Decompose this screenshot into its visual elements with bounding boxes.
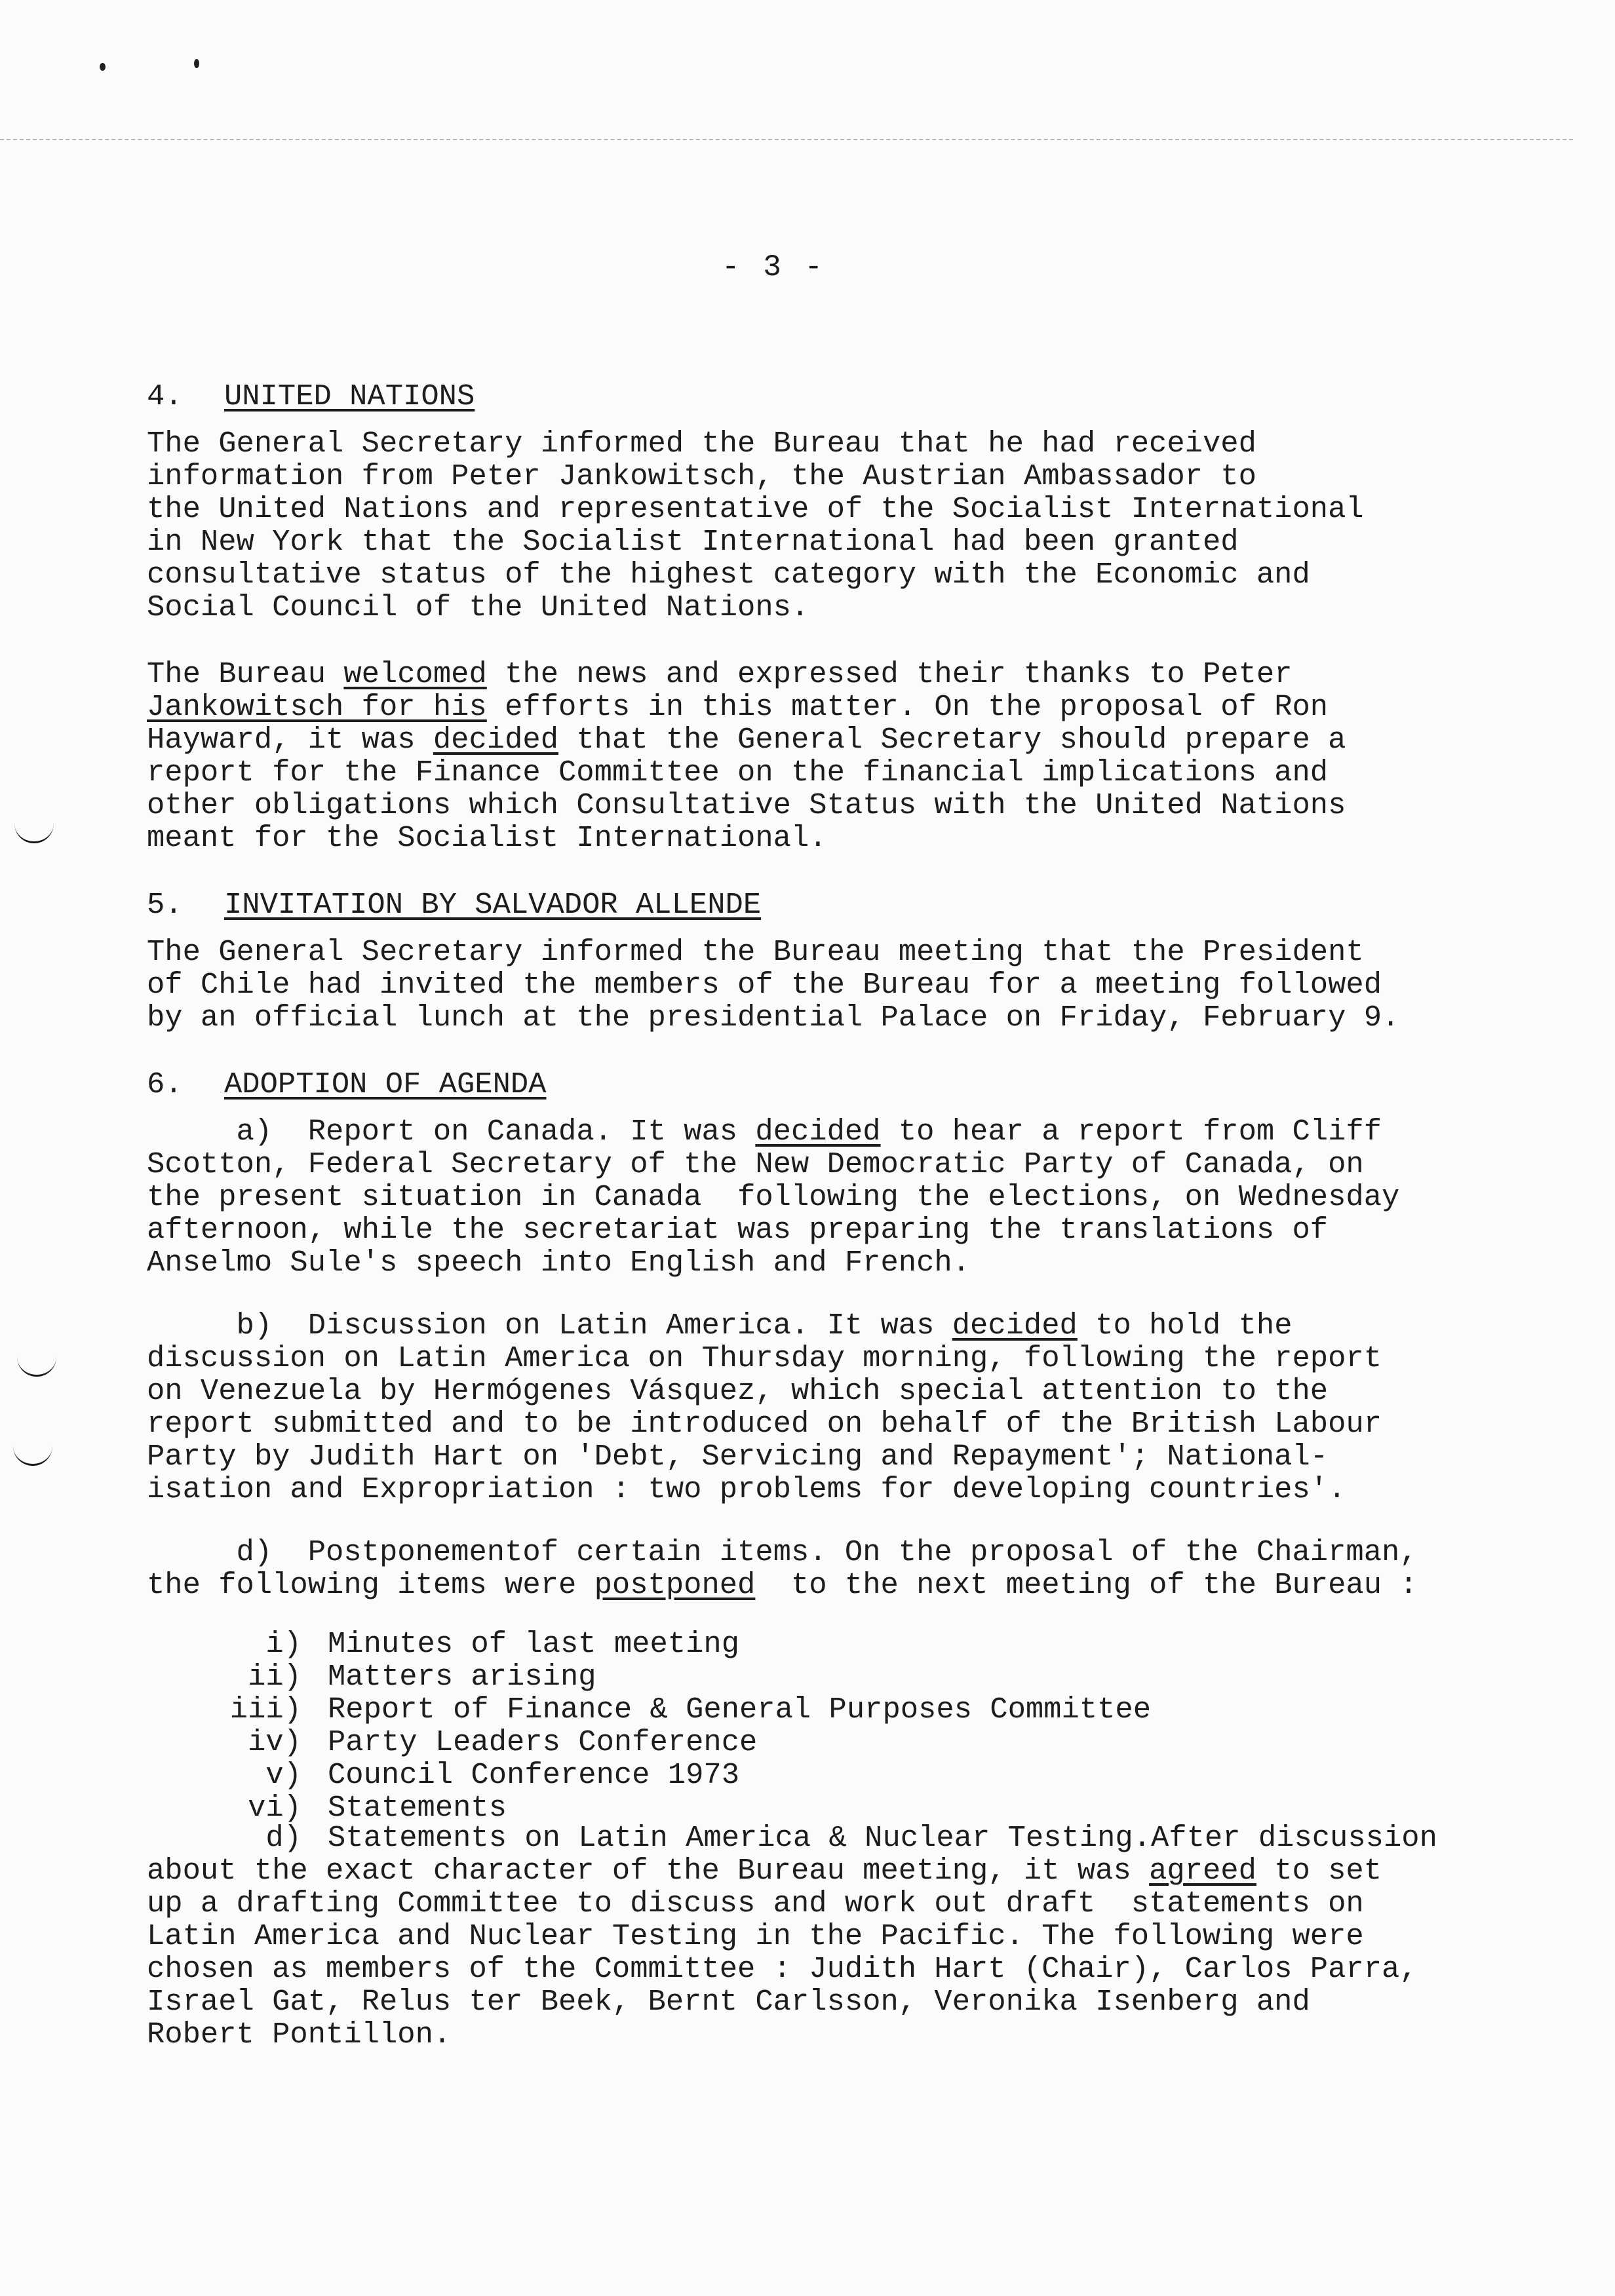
section-4-paragraph-2: [147, 658, 1549, 854]
item-number: iv): [248, 1725, 302, 1759]
agenda-item-postponement: [147, 1536, 1549, 1601]
item-text: Minutes of last meeting: [328, 1627, 740, 1661]
section-5-paragraph: The General Secretary informed the Bureau meeting that the President of Chile had invited the members of the Bureau for a meeting followed by an official lunch at the presidential Palace on Friday, February 9.: [147, 935, 1400, 1035]
section-4-paragraph-1: The General Secretary informed the Bureau that he had received information from Peter Jankowitsch, the Austrian Ambassador to the United Nations and representative of the Socialist International in New York that the Socialist International had been granted consultative status of the highest category with the Economic and Social Council of the United Nations.: [147, 427, 1364, 624]
text-run: The Bureau: [147, 657, 344, 691]
scan-speck: [100, 63, 106, 71]
list-item: [147, 1693, 1549, 1726]
item-number: d): [265, 1821, 302, 1855]
list-item: [147, 1791, 1549, 1824]
text-run: the news and expressed their thanks to Peter: [505, 657, 1293, 691]
page-number: - 3 -: [721, 250, 826, 284]
text-run: b) Discussion on Latin America. It was: [147, 1309, 952, 1343]
underlined-term: Jankowitsch for his: [147, 690, 487, 724]
text-run: to set up a drafting Committee to discuss and work out draft statements on Latin America and Nuclear Testing in the Pacific. The following were chosen as members of the Committee : Judith Hart (Chair), Carlos Parra, Israel Gat, Relus ter Beek, Bernt Carlsson, Veronika Isenberg and Robert Pontillon.: [147, 1854, 1418, 2052]
underlined-term: decided: [755, 1115, 881, 1149]
text-run: to hear a report from Cliff Scotton, Federal Secretary of the New Democratic Party of Canada, on the present situation in Canada following the elections, on Wednesday afternoon, while the secretariat was preparing the translations of Anselmo Sule's speech into English and French.: [147, 1115, 1400, 1280]
underlined-term: welcomed: [343, 657, 487, 691]
item-text: Party Leaders Conference: [328, 1725, 758, 1759]
text-run: Statements on Latin America & Nuclear Testing.After discussion about the exact character of the Bureau meeting, it was: [147, 1821, 1437, 1888]
item-number: v): [265, 1758, 302, 1792]
item-number: iii): [229, 1693, 302, 1727]
item-text: Report of Finance & General Purposes Committee: [328, 1693, 1152, 1727]
minutes-body: [147, 380, 1549, 2085]
underlined-term: decided: [433, 723, 559, 757]
margin-mark: [17, 1352, 56, 1377]
text-run: a) Report on Canada. It was: [147, 1115, 756, 1149]
section-6-heading: [147, 1068, 1549, 1101]
section-4-heading: [147, 380, 1549, 413]
item-text: Statements: [328, 1791, 507, 1825]
section-title: ADOPTION OF AGENDA: [224, 1067, 547, 1101]
postponed-items-list: [147, 1628, 1549, 1824]
margin-mark: [14, 819, 54, 843]
text-run: d) Postponementof certain items. On the proposal of the Chairman, the following items were: [147, 1535, 1418, 1602]
text-run: efforts in this matter. On the proposal of Ron Hayward, it was: [147, 690, 1329, 757]
section-number: 6.: [147, 1067, 183, 1101]
text-run: to hold the discussion on Latin America on Thursday morning, following the report on Venezuela by Hermógenes Vásquez, which special attention to the report submitted and to be introduced on behalf of the British Labour Party by Judith Hart on 'Debt, Servicing and Repayment'; National- isation and Expropriation : two problems for developing countries'.: [147, 1309, 1382, 1506]
agenda-item-a: [147, 1115, 1549, 1279]
margin-mark: [13, 1442, 52, 1466]
scan-artifact-line: [0, 139, 1573, 140]
item-text: Council Conference 1973: [328, 1758, 740, 1792]
underlined-term: decided: [952, 1309, 1078, 1343]
list-item: [147, 1628, 1549, 1660]
section-number: 4.: [147, 379, 183, 413]
underlined-term: agreed: [1149, 1854, 1256, 1888]
item-number: i): [265, 1627, 302, 1661]
section-title: INVITATION BY SALVADOR ALLENDE: [224, 888, 762, 922]
text-run: that the General Secretary should prepare a report for the Finance Committee on the financial implications and other obligations which Consultative Status with the United Nations meant for the Socialist International.: [147, 723, 1346, 855]
item-text: Matters arising: [328, 1660, 596, 1694]
agenda-item-d: [147, 1822, 1549, 2051]
section-number: 5.: [147, 888, 183, 922]
list-item: [147, 1660, 1549, 1693]
list-item: [147, 1759, 1549, 1791]
scan-speck: [194, 59, 199, 68]
item-number: vi): [248, 1791, 302, 1825]
section-title: UNITED NATIONS: [224, 379, 475, 413]
section-5-heading: [147, 889, 1549, 921]
agenda-item-b: [147, 1309, 1549, 1506]
list-item: [147, 1726, 1549, 1759]
text-run: to the next meeting of the Bureau :: [755, 1568, 1418, 1602]
underlined-term: postponed: [594, 1568, 756, 1602]
item-number: ii): [248, 1660, 302, 1694]
